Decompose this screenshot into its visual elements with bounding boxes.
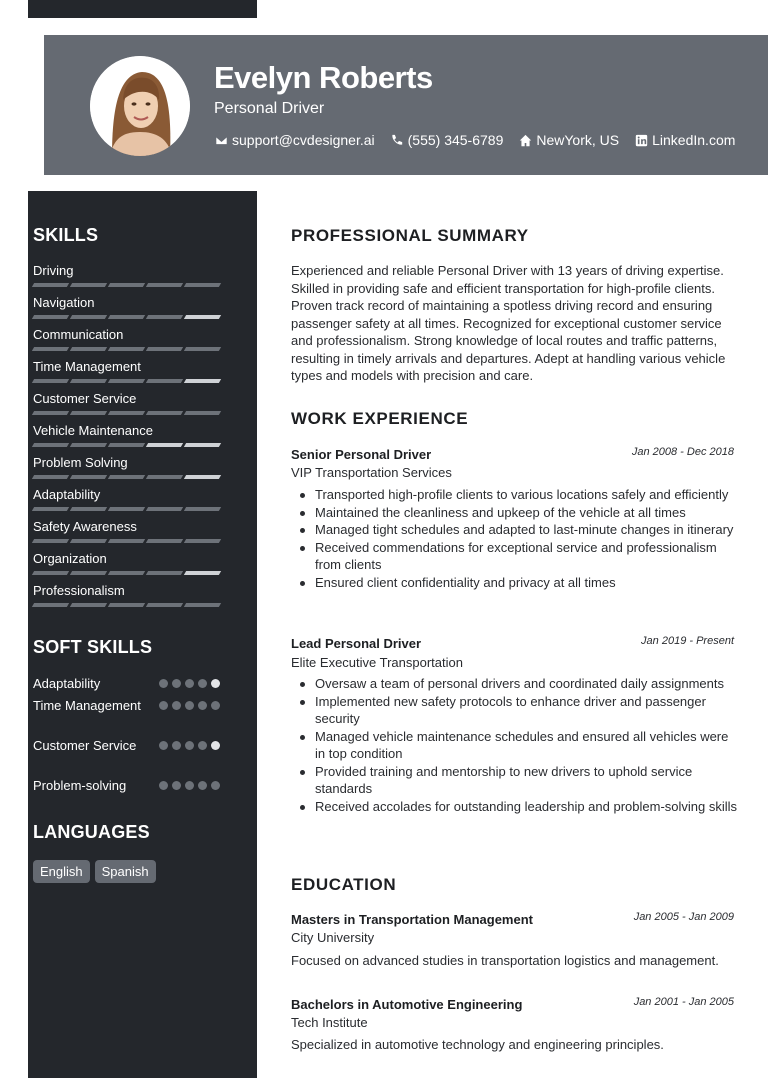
language-tag: Spanish (95, 860, 156, 883)
list-item: Received commendations for exceptional service and professionalism from clients (297, 539, 737, 574)
education-dates: Jan 2005 - Jan 2009 (633, 911, 734, 923)
skill-item (33, 423, 223, 447)
contact-location (518, 132, 619, 148)
rating-dot (198, 741, 207, 750)
skill-level-segment (108, 347, 145, 351)
skill-label: Driving (33, 263, 74, 278)
rating-dot (172, 679, 181, 688)
skill-level-segment (146, 315, 183, 319)
skill-level-segment (184, 315, 221, 319)
education-description: Specialized in automotive technology and engineering principles. (291, 1037, 664, 1052)
soft-skill-rating-dots (159, 781, 220, 790)
skill-level-segment (32, 411, 69, 415)
skill-level-segment (70, 539, 107, 543)
list-item: Received accolades for outstanding leadership and problem-solving skills (297, 798, 737, 816)
skill-label: Organization (33, 551, 107, 566)
rating-dot (198, 701, 207, 710)
skill-label: Navigation (33, 295, 95, 310)
skill-item (33, 295, 223, 319)
job-bullets (297, 486, 737, 591)
soft-skill-item (33, 737, 223, 755)
skill-level-segment (70, 411, 107, 415)
skill-level-segment (184, 603, 221, 607)
contact-email-text: support@cvdesigner.ai (232, 132, 375, 148)
contact-bar (214, 132, 750, 148)
skill-level-bars (33, 379, 223, 383)
rating-dot (211, 679, 220, 688)
skill-level-segment (70, 379, 107, 383)
rating-dot (211, 741, 220, 750)
skill-level-segment (146, 283, 183, 287)
skill-level-segment (32, 507, 69, 511)
rating-dot (172, 741, 181, 750)
skill-level-segment (184, 539, 221, 543)
contact-phone[interactable] (390, 132, 504, 148)
skill-level-bars (33, 347, 223, 351)
soft-skill-label: Adaptability (33, 676, 101, 691)
soft-skills-heading: SOFT SKILLS (33, 637, 153, 657)
skill-level-segment (146, 443, 183, 447)
languages-heading: LANGUAGES (33, 822, 150, 842)
skill-label: Safety Awareness (33, 519, 137, 534)
skill-level-segment (70, 507, 107, 511)
skill-level-bars (33, 507, 223, 511)
skill-level-segment (184, 347, 221, 351)
skill-level-segment (32, 347, 69, 351)
skill-level-segment (146, 347, 183, 351)
list-item: Managed tight schedules and adapted to last-minute changes in itinerary (297, 521, 737, 539)
skill-label: Problem Solving (33, 455, 128, 470)
skill-level-segment (32, 315, 69, 319)
language-tag: English (33, 860, 90, 883)
skill-level-segment (146, 571, 183, 575)
skill-level-bars (33, 571, 223, 575)
list-item: Managed vehicle maintenance schedules and ensured all vehicles were in top condition (297, 728, 737, 763)
contact-location-text: NewYork, US (536, 132, 620, 148)
education-description: Focused on advanced studies in transportation logistics and management. (291, 953, 719, 968)
soft-skill-label: Problem-solving (33, 778, 127, 793)
skill-level-segment (108, 539, 145, 543)
contact-linkedin[interactable] (634, 132, 735, 148)
soft-skill-rating-dots (159, 679, 220, 688)
skill-level-segment (108, 443, 145, 447)
rating-dot (198, 781, 207, 790)
avatar (90, 56, 190, 156)
rating-dot (159, 741, 168, 750)
rating-dot (211, 781, 220, 790)
soft-skill-rating-dots (159, 741, 220, 750)
phone-icon (390, 133, 404, 147)
home-icon (518, 133, 532, 147)
skill-level-segment (70, 443, 107, 447)
skill-level-segment (146, 475, 183, 479)
list-item: Maintained the cleanliness and upkeep of the vehicle at all times (297, 504, 737, 522)
job-role: Personal Driver (214, 100, 325, 117)
skill-label: Communication (33, 327, 124, 342)
job-title: Lead Personal Driver (291, 636, 422, 651)
skill-item (33, 359, 223, 383)
skill-level-segment (146, 379, 183, 383)
contact-linkedin-text: LinkedIn.com (652, 132, 736, 148)
list-item: Transported high-profile clients to various locations safely and efficiently (297, 486, 737, 504)
skill-level-segment (184, 283, 221, 287)
candidate-name: Evelyn Roberts (214, 60, 433, 95)
soft-skill-item (33, 675, 223, 693)
rating-dot (185, 679, 194, 688)
languages-list (33, 860, 156, 883)
skill-level-segment (184, 411, 221, 415)
list-item: Oversaw a team of personal drivers and coordinated daily assignments (297, 675, 737, 693)
skill-level-segment (108, 475, 145, 479)
rating-dot (185, 741, 194, 750)
skill-level-bars (33, 539, 223, 543)
rating-dot (185, 701, 194, 710)
skill-level-segment (70, 475, 107, 479)
linkedin-icon (634, 133, 648, 147)
skill-level-segment (146, 411, 183, 415)
rating-dot (211, 701, 220, 710)
skill-item (33, 391, 223, 415)
skills-heading: SKILLS (33, 225, 99, 245)
skill-level-segment (108, 379, 145, 383)
list-item: Provided training and mentorship to new drivers to uphold service standards (297, 763, 737, 798)
degree-title: Masters in Transportation Management (291, 912, 533, 927)
skill-level-bars (33, 603, 223, 607)
skill-level-segment (108, 603, 145, 607)
skill-level-bars (33, 411, 223, 415)
rating-dot (159, 701, 168, 710)
skill-level-segment (108, 571, 145, 575)
skill-item (33, 519, 223, 543)
job-bullets (297, 675, 737, 815)
education-dates: Jan 2001 - Jan 2005 (633, 996, 734, 1008)
contact-phone-text: (555) 345-6789 (407, 132, 504, 148)
skill-label: Customer Service (33, 391, 137, 406)
skill-item (33, 327, 223, 351)
soft-skill-item (33, 697, 223, 715)
skill-level-segment (184, 507, 221, 511)
skill-level-segment (108, 507, 145, 511)
skill-item (33, 583, 223, 607)
skill-level-segment (108, 411, 145, 415)
skill-level-segment (32, 283, 69, 287)
skill-level-segment (146, 507, 183, 511)
job-title: Senior Personal Driver (291, 447, 432, 462)
envelope-icon (214, 133, 228, 147)
job-organization: Elite Executive Transportation (291, 655, 463, 670)
summary-heading: PROFESSIONAL SUMMARY (291, 226, 529, 245)
skill-level-segment (70, 283, 107, 287)
skill-level-segment (108, 315, 145, 319)
soft-skill-rating-dots (159, 701, 220, 710)
rating-dot (159, 679, 168, 688)
skill-level-segment (70, 347, 107, 351)
rating-dot (172, 701, 181, 710)
skill-level-segment (184, 475, 221, 479)
skill-level-segment (70, 603, 107, 607)
skill-level-segment (184, 379, 221, 383)
rating-dot (159, 781, 168, 790)
skill-level-segment (184, 443, 221, 447)
degree-title: Bachelors in Automotive Engineering (291, 997, 523, 1012)
school-name: Tech Institute (291, 1015, 368, 1030)
skill-level-bars (33, 283, 223, 287)
skill-level-segment (32, 379, 69, 383)
skill-item (33, 455, 223, 479)
skill-level-segment (108, 283, 145, 287)
skill-level-segment (70, 315, 107, 319)
skill-label: Time Management (33, 359, 141, 374)
job-dates: Jan 2008 - Dec 2018 (631, 446, 734, 458)
skill-level-segment (32, 443, 69, 447)
skill-item (33, 263, 223, 287)
soft-skill-label: Customer Service (33, 738, 137, 753)
summary-text: Experienced and reliable Personal Driver with 13 years of driving expertise. Skilled in providing safe and efficient transportation for high-profile clients. Proven track record of maintaining a spotless driving record and ensuring passenger safety at all times. Recognized for exceptional customer service and professionalism. Strong knowledge of local routes and traffic patterns, resulting in timely arrivals and departures. Adept at handling various vehicle types and models with precision and care. (291, 263, 726, 383)
list-item: Ensured client confidentiality and privacy at all times (297, 574, 737, 592)
skill-level-segment (146, 603, 183, 607)
experience-heading: WORK EXPERIENCE (291, 409, 469, 428)
skill-label: Adaptability (33, 487, 101, 502)
skill-item (33, 487, 223, 511)
skill-label: Vehicle Maintenance (33, 423, 153, 438)
skill-level-bars (33, 443, 223, 447)
skill-level-segment (32, 539, 69, 543)
soft-skill-item (33, 777, 223, 795)
skill-level-bars (33, 475, 223, 479)
soft-skill-label: Time Management (33, 698, 141, 713)
skill-level-segment (184, 571, 221, 575)
rating-dot (185, 781, 194, 790)
rating-dot (172, 781, 181, 790)
skill-item (33, 551, 223, 575)
rating-dot (198, 679, 207, 688)
skill-label: Professionalism (33, 583, 125, 598)
education-heading: EDUCATION (291, 875, 397, 894)
skill-level-bars (33, 315, 223, 319)
school-name: City University (291, 930, 375, 945)
job-dates: Jan 2019 - Present (641, 635, 734, 647)
skill-level-segment (32, 571, 69, 575)
contact-email[interactable] (214, 132, 375, 148)
list-item: Implemented new safety protocols to enhance driver and passenger security (297, 693, 737, 728)
skill-level-segment (146, 539, 183, 543)
job-organization: VIP Transportation Services (291, 465, 452, 480)
skill-level-segment (32, 475, 69, 479)
skill-level-segment (32, 603, 69, 607)
skill-level-segment (70, 571, 107, 575)
